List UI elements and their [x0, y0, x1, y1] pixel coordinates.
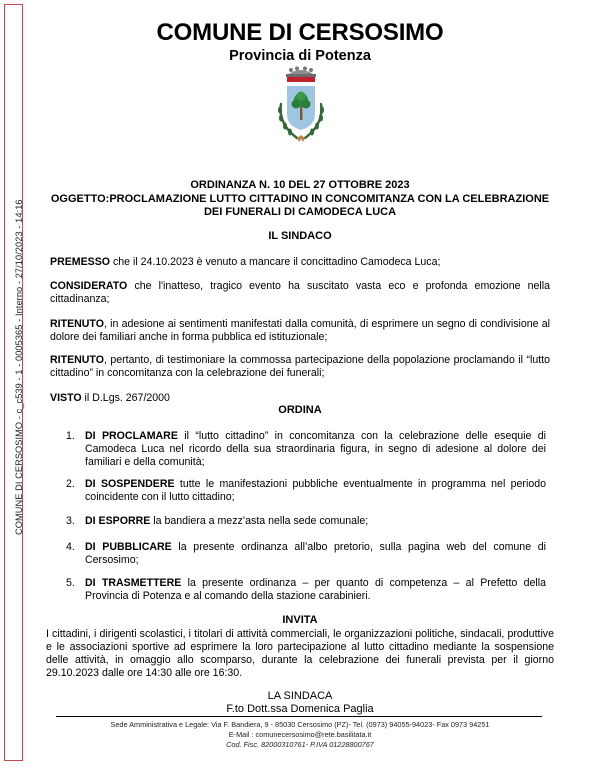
premise-text: , pertanto, di testimoniare la commossa partecipazione della popolazione proclamando il “lutto cittadino” in concomitanza con la celebrazione dei funerali; [50, 354, 550, 379]
premise-keyword: VISTO [50, 392, 82, 404]
order-item-text: la bandiera a mezz’asta nella sede comunale; [150, 515, 369, 527]
order-item-text: tutte le manifestazioni pubbliche eventualmente in programma nel periodo coincidente con il lutto cittadino; [85, 478, 546, 503]
premise-keyword: PREMESSO [50, 256, 111, 268]
order-item-number: 1. [66, 430, 75, 442]
order-item-keyword: DI ESPORRE [85, 515, 151, 527]
premise-considerato [50, 280, 550, 306]
order-item-number: 2. [66, 478, 75, 490]
province-subtitle: Provincia di Potenza [229, 48, 371, 64]
crown-icon [286, 67, 316, 83]
premise-keyword: CONSIDERATO [50, 280, 128, 292]
ordinance-header [40, 179, 560, 220]
order-item-text: il “lutto cittadino” in concomitanza con la celebrazione delle esequie di Camodeca Luca nel ricordo della sua straordinaria figura, in segno di adesione al dolore dei familiari e della comunità; [85, 430, 546, 468]
municipality-title: COMUNE DI CERSOSIMO [156, 19, 444, 46]
ordinance-subject-line-2: DEI FUNERALI DI CAMODECA LUCA [203, 206, 397, 218]
coat-of-arms-icon [273, 66, 329, 148]
order-item-number: 4. [66, 541, 75, 553]
signature-role: LA SINDACA [267, 690, 333, 702]
signature-name: F.to Dott.ssa Domenica Paglia [226, 703, 374, 715]
authority-heading: IL SINDACO [268, 230, 332, 242]
premise-text: , in adesione ai sentimenti manifestati dalla comunità, di esprimere un segno di condivisione al dolore dei familiari anche in forma pubblica ed istituzionale; [50, 318, 550, 343]
premise-text: che l'inatteso, tragico evento ha suscitato vasta eco e profonda emozione nella cittadinanza; [50, 280, 550, 305]
order-item-keyword: DI SOSPENDERE [85, 478, 175, 490]
order-item-keyword: DI TRASMETTERE [85, 577, 182, 589]
order-item-keyword: DI PROCLAMARE [85, 430, 178, 442]
premise-keyword: RITENUTO [50, 318, 104, 330]
premise-ritenuto-1 [50, 318, 550, 344]
order-item-text: la presente ordinanza – per quanto di competenza – al Prefetto della Provincia di Potenza e al comando della stazione carabinieri. [85, 577, 546, 602]
footer-address: Sede Amministrativa e Legale: Via F. Bandiera, 9 - 85030 Cersosimo (PZ)- Tel. (0973) 94055-94023- Fax 0973 94251 [110, 720, 490, 729]
invita-heading: INVITA [282, 614, 318, 626]
ordinance-subject-line-1: OGGETTO:PROCLAMAZIONE LUTTO CITTADINO IN CONCOMITANZA CON LA CELEBRAZIONE [50, 192, 550, 205]
premise-text: il D.Lgs. 267/2000 [81, 392, 170, 404]
order-item-text: la presente ordinanza all’albo pretorio, sulla pagina web del comune di Cersosimo; [85, 541, 546, 566]
premise-keyword: RITENUTO [50, 354, 104, 366]
order-item-number: 5. [66, 577, 75, 589]
order-item-keyword: DI PUBBLICARE [85, 541, 172, 553]
premise-text: che il 24.10.2023 è venuto a mancare il concittadino Camodeca Luca; [110, 256, 441, 268]
footer-fiscal-codes: Cod. Fisc. 82000310761- P.IVA 01228800767 [226, 740, 374, 749]
order-item-number: 3. [66, 515, 75, 527]
protocol-stamp-text: COMUNE DI CERSOSIMO - c_c539 - 1 - 0005365 - Interno - 27/10/2023 - 14:16 [14, 199, 24, 535]
premise-premesso [50, 256, 550, 269]
footer-email: E-Mail : comunecersosimo@rete.basilitata.it [228, 730, 372, 739]
footer-divider [56, 716, 542, 717]
ordinance-number: ORDINANZA N. 10 DEL 27 OTTOBRE 2023 [190, 179, 410, 191]
premise-ritenuto-2 [50, 354, 550, 380]
invita-text: I cittadini, i dirigenti scolastici, i titolari di attività commerciali, le organizzazioni politiche, sindacali, produttive e le associazioni sportive ad esprimere la loro partecipazione al lutto cittadino mediante la sospensione delle attività, in omaggio allo scomparso, durante la celebrazione dei funerali prevista per il giorno 29.10.2023 dalle ore 14:30 alle ore 16:30. [46, 628, 554, 679]
ordina-heading: ORDINA [278, 404, 322, 416]
